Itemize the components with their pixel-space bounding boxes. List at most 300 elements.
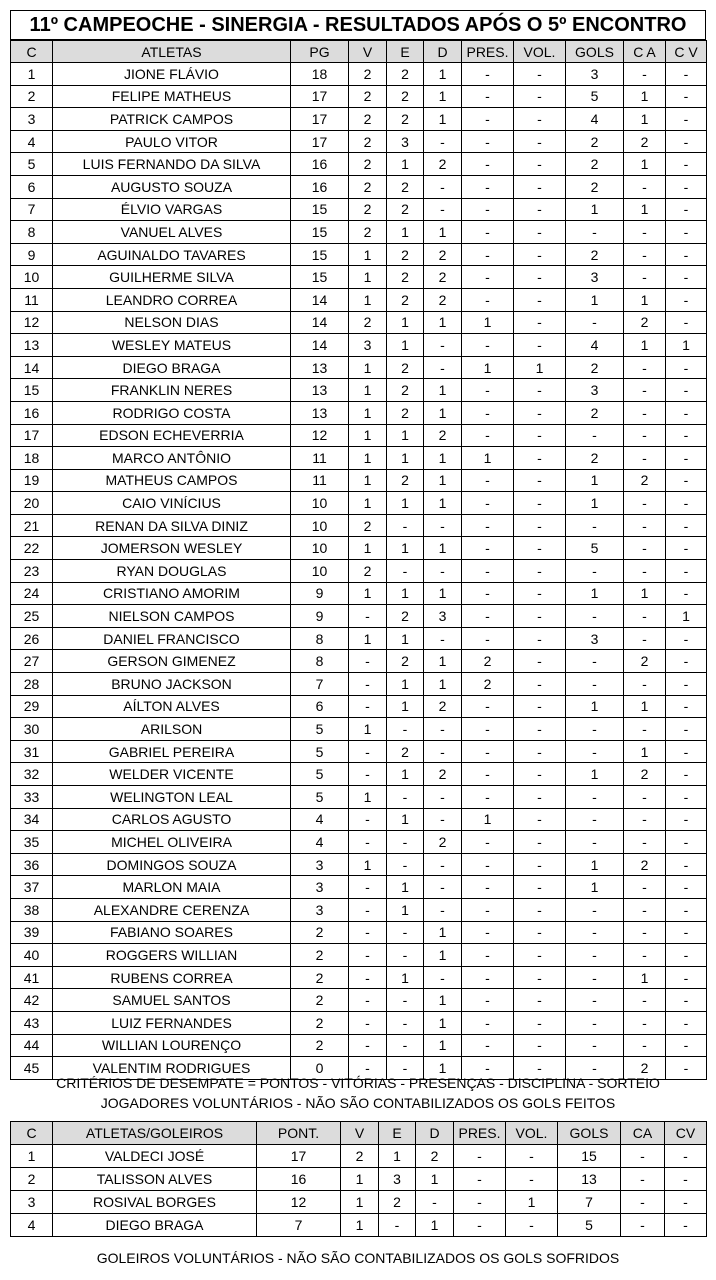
stat-cell: - [566, 1057, 624, 1080]
stat-cell: 1 [387, 492, 424, 515]
stat-cell: - [349, 1034, 387, 1057]
stat-cell: 2 [387, 288, 424, 311]
stat-cell: - [514, 944, 566, 967]
stat-cell: - [566, 221, 624, 244]
stat-cell: 1 [624, 153, 666, 176]
stat-cell: 1 [424, 469, 462, 492]
column-header: ATLETAS [53, 41, 291, 63]
stat-cell: - [514, 221, 566, 244]
table-row [11, 989, 707, 1012]
table-row [11, 808, 707, 831]
rank-cell: 40 [11, 944, 53, 967]
stat-cell: - [514, 763, 566, 786]
stat-cell: - [462, 266, 514, 289]
stat-cell: - [424, 740, 462, 763]
rank-cell: 3 [11, 1191, 53, 1214]
stat-cell: - [349, 944, 387, 967]
stat-cell: 16 [257, 1168, 341, 1191]
stat-cell: - [387, 1057, 424, 1080]
stat-cell: - [349, 989, 387, 1012]
stat-cell: 1 [424, 537, 462, 560]
column-header: D [424, 41, 462, 63]
stat-cell: - [462, 63, 514, 86]
stat-cell: - [624, 627, 666, 650]
stat-cell: - [514, 334, 566, 357]
stat-cell: - [349, 673, 387, 696]
athlete-name-cell: RYAN DOUGLAS [53, 560, 291, 583]
stat-cell: 2 [387, 85, 424, 108]
table-row [11, 944, 707, 967]
stat-cell: 1 [506, 1191, 558, 1214]
rank-cell: 25 [11, 605, 53, 628]
stat-cell: 2 [291, 966, 349, 989]
stat-cell: - [424, 876, 462, 899]
stat-cell: - [349, 966, 387, 989]
stat-cell: 1 [624, 108, 666, 131]
athlete-name-cell: DANIEL FRANCISCO [53, 627, 291, 650]
stat-cell: 2 [424, 831, 462, 854]
stat-cell: - [424, 130, 462, 153]
stat-cell: - [666, 944, 707, 967]
stat-cell: - [566, 921, 624, 944]
athlete-name-cell: NELSON DIAS [53, 311, 291, 334]
stat-cell: - [624, 718, 666, 741]
stat-cell: 3 [349, 334, 387, 357]
table-row [11, 175, 707, 198]
stat-cell: - [666, 921, 707, 944]
stat-cell: 1 [349, 401, 387, 424]
stat-cell: 1 [387, 673, 424, 696]
stat-cell: - [666, 514, 707, 537]
stat-cell: - [666, 853, 707, 876]
table-row [11, 740, 707, 763]
rank-cell: 2 [11, 1168, 53, 1191]
stat-cell: 1 [424, 921, 462, 944]
stat-cell: - [666, 718, 707, 741]
table-row [11, 424, 707, 447]
stat-cell: - [349, 831, 387, 854]
table-row [11, 492, 707, 515]
stat-cell: 1 [424, 1011, 462, 1034]
stat-cell: - [624, 243, 666, 266]
stat-cell: 3 [566, 627, 624, 650]
stat-cell: 14 [291, 288, 349, 311]
page-title: 11º CAMPEOCHE - SINERGIA - RESULTADOS APÓS O 5º ENCONTRO [10, 10, 706, 40]
stat-cell: - [424, 898, 462, 921]
stat-cell: - [462, 424, 514, 447]
stat-cell: - [462, 1011, 514, 1034]
stat-cell: 2 [387, 108, 424, 131]
stat-cell: 4 [291, 831, 349, 854]
stat-cell: - [462, 379, 514, 402]
stat-cell: - [514, 130, 566, 153]
athlete-name-cell: LEANDRO CORREA [53, 288, 291, 311]
stat-cell: 5 [566, 537, 624, 560]
stat-cell: - [666, 221, 707, 244]
table-row [11, 718, 707, 741]
rank-cell: 29 [11, 695, 53, 718]
stat-cell: - [666, 1034, 707, 1057]
stat-cell: - [514, 1034, 566, 1057]
rank-cell: 26 [11, 627, 53, 650]
rank-cell: 33 [11, 786, 53, 809]
stat-cell: - [387, 921, 424, 944]
rank-cell: 42 [11, 989, 53, 1012]
stat-cell: 11 [291, 447, 349, 470]
stat-cell: - [349, 605, 387, 628]
stat-cell: - [514, 650, 566, 673]
stat-cell: 2 [566, 153, 624, 176]
stat-cell: 1 [624, 966, 666, 989]
stat-cell: 15 [291, 243, 349, 266]
stat-cell: 1 [624, 288, 666, 311]
stat-cell: 5 [566, 85, 624, 108]
stat-cell: 17 [291, 108, 349, 131]
stat-cell: - [462, 898, 514, 921]
athlete-name-cell: LUIS FERNANDO DA SILVA [53, 153, 291, 176]
table-row [11, 108, 707, 131]
stat-cell: - [665, 1168, 707, 1191]
stat-cell: - [349, 740, 387, 763]
stat-cell: 1 [379, 1145, 416, 1168]
athlete-name-cell: CARLOS AGUSTO [53, 808, 291, 831]
stat-cell: 3 [291, 898, 349, 921]
stat-cell: - [349, 808, 387, 831]
stat-cell: 5 [558, 1214, 621, 1237]
table-row [11, 447, 707, 470]
stat-cell: - [566, 560, 624, 583]
stat-cell: - [514, 492, 566, 515]
stat-cell: - [506, 1145, 558, 1168]
table-row [11, 311, 707, 334]
stat-cell: 1 [566, 492, 624, 515]
stat-cell: - [514, 1011, 566, 1034]
stat-cell: - [462, 627, 514, 650]
stat-cell: 5 [291, 763, 349, 786]
stat-cell: - [454, 1191, 506, 1214]
stat-cell: 1 [349, 266, 387, 289]
stat-cell: 2 [387, 175, 424, 198]
athlete-name-cell: WELINGTON LEAL [53, 786, 291, 809]
stat-cell: 10 [291, 514, 349, 537]
athlete-name-cell: GERSON GIMENEZ [53, 650, 291, 673]
stat-cell: 2 [566, 447, 624, 470]
stat-cell: - [462, 469, 514, 492]
column-header: VOL. [506, 1122, 558, 1145]
stat-cell: - [566, 605, 624, 628]
stat-cell: - [462, 876, 514, 899]
stat-cell: 7 [291, 673, 349, 696]
stat-cell: 2 [387, 198, 424, 221]
stat-cell: - [624, 447, 666, 470]
stat-cell: - [621, 1214, 665, 1237]
stat-cell: 2 [349, 85, 387, 108]
stat-cell: - [462, 492, 514, 515]
stat-cell: 7 [257, 1214, 341, 1237]
stat-cell: - [621, 1168, 665, 1191]
stat-cell: - [624, 831, 666, 854]
table-row [11, 198, 707, 221]
stat-cell: - [666, 582, 707, 605]
stat-cell: 1 [462, 447, 514, 470]
stat-cell: 18 [291, 63, 349, 86]
stat-cell: 1 [387, 311, 424, 334]
athlete-name-cell: DOMINGOS SOUZA [53, 853, 291, 876]
stat-cell: 10 [291, 492, 349, 515]
stat-cell: 1 [424, 401, 462, 424]
stat-cell: - [462, 85, 514, 108]
stat-cell: - [624, 808, 666, 831]
athlete-name-cell: DIEGO BRAGA [53, 356, 291, 379]
stat-cell: - [514, 921, 566, 944]
stat-cell: - [514, 379, 566, 402]
stat-cell: - [666, 786, 707, 809]
column-header: CV [665, 1122, 707, 1145]
stat-cell: - [506, 1214, 558, 1237]
stat-cell: 17 [257, 1145, 341, 1168]
stat-cell: 2 [349, 130, 387, 153]
stat-cell: - [514, 808, 566, 831]
stat-cell: 2 [349, 560, 387, 583]
stat-cell: - [566, 424, 624, 447]
stat-cell: - [666, 175, 707, 198]
stat-cell: - [514, 718, 566, 741]
stat-cell: 3 [291, 853, 349, 876]
table-header-row [11, 1122, 707, 1145]
stat-cell: - [416, 1191, 454, 1214]
stat-cell: - [387, 514, 424, 537]
table-row [11, 605, 707, 628]
column-header: E [379, 1122, 416, 1145]
stat-cell: 8 [291, 650, 349, 673]
stat-cell: - [624, 266, 666, 289]
athlete-name-cell: JIONE FLÁVIO [53, 63, 291, 86]
column-header: C V [666, 41, 707, 63]
stat-cell: - [624, 175, 666, 198]
stat-cell: 12 [257, 1191, 341, 1214]
athlete-name-cell: WELDER VICENTE [53, 763, 291, 786]
stat-cell: 15 [558, 1145, 621, 1168]
stat-cell: - [666, 695, 707, 718]
stat-cell: 2 [424, 153, 462, 176]
stat-cell: - [424, 198, 462, 221]
athlete-name-cell: MARCO ANTÔNIO [53, 447, 291, 470]
stat-cell: - [624, 537, 666, 560]
stat-cell: 13 [291, 379, 349, 402]
stat-cell: 9 [291, 605, 349, 628]
stat-cell: - [462, 582, 514, 605]
column-header: GOLS [566, 41, 624, 63]
stat-cell: 2 [387, 401, 424, 424]
rank-cell: 27 [11, 650, 53, 673]
stat-cell: - [624, 63, 666, 86]
stat-cell: - [514, 266, 566, 289]
stat-cell: 0 [291, 1057, 349, 1080]
stat-cell: 9 [291, 582, 349, 605]
stat-cell: 1 [349, 379, 387, 402]
table-row [11, 288, 707, 311]
stat-cell: 2 [349, 221, 387, 244]
stat-cell: - [506, 1168, 558, 1191]
stat-cell: - [624, 221, 666, 244]
stat-cell: 1 [387, 582, 424, 605]
stat-cell: 1 [424, 1057, 462, 1080]
stat-cell: 1 [387, 221, 424, 244]
stat-cell: 1 [566, 876, 624, 899]
stat-cell: - [349, 898, 387, 921]
stat-cell: - [349, 695, 387, 718]
stat-cell: - [514, 198, 566, 221]
table-row [11, 243, 707, 266]
athlete-name-cell: EDSON ECHEVERRIA [53, 424, 291, 447]
stat-cell: 1 [416, 1214, 454, 1237]
rank-cell: 36 [11, 853, 53, 876]
stat-cell: 1 [341, 1168, 379, 1191]
stat-cell: - [462, 130, 514, 153]
athlete-name-cell: TALISSON ALVES [53, 1168, 257, 1191]
table-row [11, 537, 707, 560]
stat-cell: 1 [349, 627, 387, 650]
stat-cell: - [514, 243, 566, 266]
stat-cell: - [624, 560, 666, 583]
stat-cell: - [566, 944, 624, 967]
stat-cell: 1 [666, 605, 707, 628]
stat-cell: 11 [291, 469, 349, 492]
stat-cell: 2 [387, 266, 424, 289]
stat-cell: 1 [624, 85, 666, 108]
stat-cell: - [666, 311, 707, 334]
stat-cell: 1 [387, 153, 424, 176]
stat-cell: 2 [349, 153, 387, 176]
athlete-name-cell: ROSIVAL BORGES [53, 1191, 257, 1214]
stat-cell: - [462, 921, 514, 944]
stat-cell: 2 [349, 108, 387, 131]
stat-cell: - [666, 424, 707, 447]
stat-cell: 1 [514, 356, 566, 379]
rank-cell: 34 [11, 808, 53, 831]
stat-cell: - [514, 786, 566, 809]
rank-cell: 17 [11, 424, 53, 447]
stat-cell: 1 [624, 582, 666, 605]
stat-cell: - [514, 898, 566, 921]
stat-cell: - [666, 243, 707, 266]
athlete-name-cell: FRANKLIN NERES [53, 379, 291, 402]
stat-cell: - [349, 1057, 387, 1080]
stat-cell: 1 [566, 853, 624, 876]
stat-cell: - [666, 266, 707, 289]
stat-cell: 2 [424, 288, 462, 311]
athlete-name-cell: VANUEL ALVES [53, 221, 291, 244]
stat-cell: - [462, 175, 514, 198]
stat-cell: 1 [387, 763, 424, 786]
stat-cell: - [387, 944, 424, 967]
stat-cell: - [462, 537, 514, 560]
stat-cell: 14 [291, 311, 349, 334]
stat-cell: - [566, 650, 624, 673]
rank-cell: 39 [11, 921, 53, 944]
stat-cell: 1 [349, 356, 387, 379]
stat-cell: 1 [566, 469, 624, 492]
rank-cell: 20 [11, 492, 53, 515]
stat-cell: - [566, 989, 624, 1012]
stat-cell: 13 [558, 1168, 621, 1191]
rank-cell: 7 [11, 198, 53, 221]
stat-cell: 1 [424, 379, 462, 402]
stat-cell: 1 [424, 63, 462, 86]
rank-cell: 11 [11, 288, 53, 311]
rank-cell: 1 [11, 1145, 53, 1168]
stat-cell: 1 [624, 695, 666, 718]
stat-cell: - [424, 966, 462, 989]
table-row [11, 898, 707, 921]
stat-cell: 1 [424, 492, 462, 515]
stat-cell: 1 [424, 650, 462, 673]
stat-cell: - [349, 1011, 387, 1034]
stat-cell: 5 [291, 786, 349, 809]
volunteer-players-note: JOGADORES VOLUNTÁRIOS - NÃO SÃO CONTABILIZADOS OS GOLS FEITOS [100, 1095, 616, 1111]
stat-cell: 1 [424, 1034, 462, 1057]
table-row [11, 356, 707, 379]
stat-cell: - [387, 718, 424, 741]
rank-cell: 3 [11, 108, 53, 131]
stat-cell: - [566, 898, 624, 921]
stat-cell: - [566, 831, 624, 854]
stat-cell: 2 [291, 1011, 349, 1034]
stat-cell: 1 [424, 989, 462, 1012]
tiebreak-note: CRITÉRIOS DE DESEMPATE = PONTOS - VITÓRIAS - PRESENÇAS - DISCIPLINA - SORTEIO [56, 1075, 660, 1091]
stat-cell: - [387, 853, 424, 876]
stat-cell: - [462, 966, 514, 989]
stat-cell: 1 [424, 108, 462, 131]
stat-cell: - [666, 560, 707, 583]
table-row [11, 921, 707, 944]
stat-cell: - [514, 673, 566, 696]
stat-cell: - [454, 1214, 506, 1237]
stat-cell: - [666, 763, 707, 786]
volunteer-keepers-note: GOLEIROS VOLUNTÁRIOS - NÃO SÃO CONTABILIZADOS OS GOLS SOFRIDOS [96, 1250, 620, 1266]
stat-cell: - [462, 695, 514, 718]
stat-cell: 2 [462, 673, 514, 696]
stat-cell: - [514, 514, 566, 537]
stat-cell: - [462, 740, 514, 763]
stat-cell: 1 [341, 1191, 379, 1214]
stat-cell: - [514, 153, 566, 176]
stat-cell: 1 [424, 944, 462, 967]
stat-cell: - [424, 808, 462, 831]
stat-cell: - [514, 876, 566, 899]
stat-cell: - [387, 989, 424, 1012]
stat-cell: 2 [341, 1145, 379, 1168]
stat-cell: - [566, 673, 624, 696]
column-header: C A [624, 41, 666, 63]
goalkeepers-standings-table [10, 1121, 707, 1237]
stat-cell: - [666, 356, 707, 379]
rank-cell: 10 [11, 266, 53, 289]
stat-cell: - [462, 831, 514, 854]
stat-cell: - [666, 1057, 707, 1080]
stat-cell: - [424, 514, 462, 537]
stat-cell: - [424, 356, 462, 379]
stat-cell: 15 [291, 266, 349, 289]
rank-cell: 15 [11, 379, 53, 402]
stat-cell: - [666, 379, 707, 402]
stat-cell: - [462, 401, 514, 424]
stat-cell: - [624, 401, 666, 424]
stat-cell: - [514, 740, 566, 763]
column-header: D [416, 1122, 454, 1145]
stat-cell: 2 [349, 198, 387, 221]
rank-cell: 38 [11, 898, 53, 921]
